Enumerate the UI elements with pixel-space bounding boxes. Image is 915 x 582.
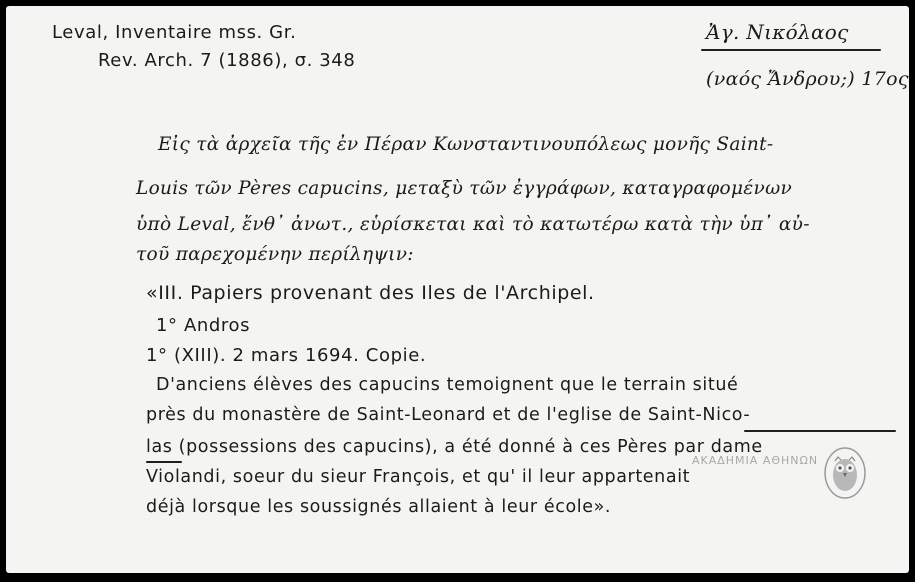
las-underline [146,461,182,463]
saint-nicolas-underline [744,430,896,432]
greek-intro-line: Louis τῶν Pères capucins, μεταξὺ τῶν ἐγγράφων, καταγραφομένων [136,178,792,199]
french-line: près du monastère de Saint-Leonard et de l'eglise de Saint-Nico- [146,405,751,425]
reference-line-1: Leval, Inventaire mss. Gr. [52,22,297,43]
place-name: Ἀγ. Νικόλαος [706,20,849,44]
french-line: Violandi, soeur du sieur François, et qu' il leur appartenait [146,467,691,487]
greek-intro-line: ὑπὸ Leval, ἔνθ᾽ ἀνωτ., εὑρίσκεται καὶ τὸ κατωτέρω κατὰ τὴν ὑπ᾽ αὐ- [136,214,810,235]
french-line: déjà lorsque les soussignés allaient à leur école». [146,497,612,517]
greek-intro-line: Εἰς τὰ ἀρχεῖα τῆς ἐν Πέραν Κωνσταντινουπόλεως μονῆς Saint- [158,134,774,155]
owl-seal-icon [823,446,867,500]
archive-card [6,6,909,573]
french-line: «III. Papiers provenant des Iles de l'Archipel. [146,282,595,304]
french-line: D'anciens élèves des capucins temoignent que le terrain situé [156,375,739,395]
greek-intro-line: τοῦ παρεχομένην περίληψιν: [136,244,414,265]
reference-line-2: Rev. Arch. 7 (1886), σ. 348 [98,50,356,71]
french-line: 1° (XIII). 2 mars 1694. Copie. [146,345,427,366]
french-line: las (possessions des capucins), a été donné à ces Pères par dame [146,437,763,457]
french-line: 1° Andros [156,315,251,336]
place-detail: (ναός Ἄνδρου;) 17ος [706,68,909,90]
place-name-underline [701,49,881,51]
stamp-text: ΑΚΑΔΗΜΙΑ ΑΘΗΝΩΝ [692,454,819,467]
